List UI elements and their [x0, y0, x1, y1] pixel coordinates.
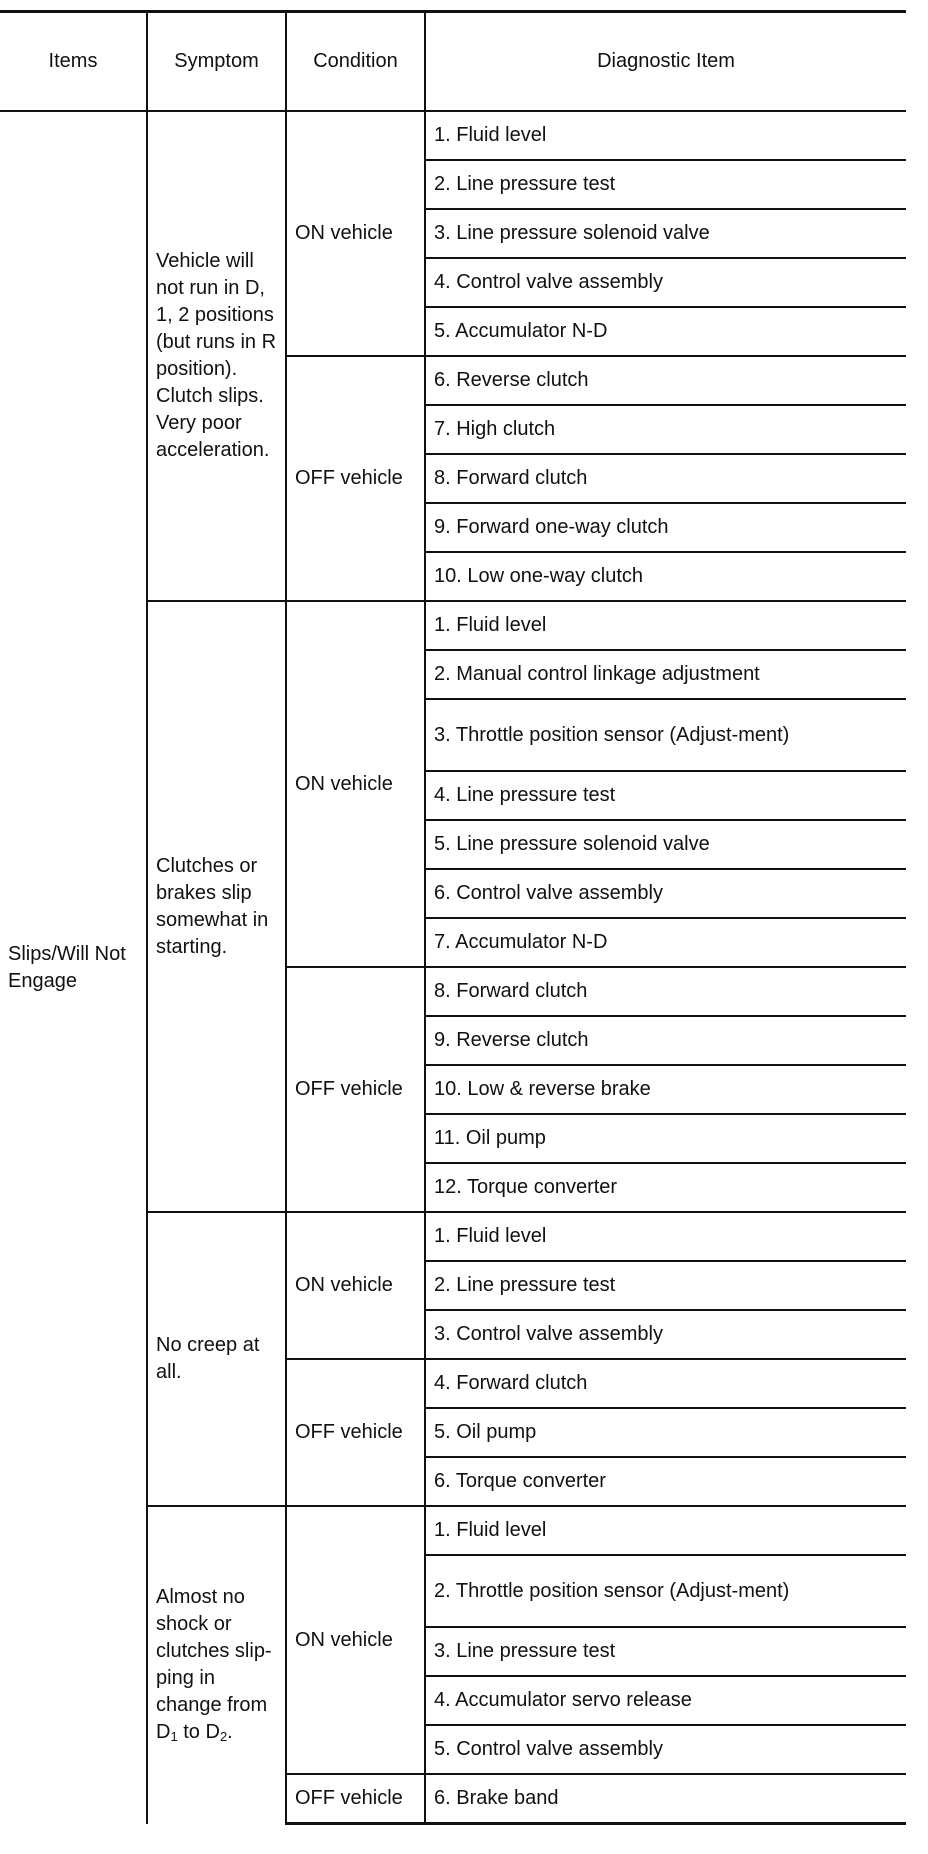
- symptom-cell: [147, 1212, 286, 1506]
- diagnostic-item-cell: 12. Torque converter: [425, 1163, 906, 1212]
- symptom-cell: [147, 111, 286, 601]
- symptom-text: [156, 1584, 277, 1746]
- condition-off-vehicle: OFF vehicle: [286, 967, 425, 1212]
- diagnostic-item-cell: 6. Control valve assembly: [425, 869, 906, 918]
- diagnostic-table: [0, 10, 906, 1825]
- diagnostic-table-container: [0, 10, 906, 1825]
- diagnostic-item-cell: 3. Line pressure test: [425, 1627, 906, 1676]
- diagnostic-item-cell: 2. Line pressure test: [425, 160, 906, 209]
- diagnostic-item-cell: 4. Accumulator servo release: [425, 1676, 906, 1725]
- diagnostic-item-cell: 6. Reverse clutch: [425, 356, 906, 405]
- symptom-subscript: 2: [219, 1729, 228, 1745]
- diagnostic-item-cell: 9. Reverse clutch: [425, 1016, 906, 1065]
- items-cell: Slips/Will Not Engage: [0, 111, 147, 1824]
- diagnostic-item-cell: 7. High clutch: [425, 405, 906, 454]
- condition-off-vehicle: OFF vehicle: [286, 1359, 425, 1506]
- table-body: [0, 111, 906, 1824]
- diagnostic-item-cell: 3. Control valve assembly: [425, 1310, 906, 1359]
- condition-on-vehicle: ON vehicle: [286, 601, 425, 967]
- condition-on-vehicle: ON vehicle: [286, 111, 425, 356]
- diagnostic-item-cell: 8. Forward clutch: [425, 454, 906, 503]
- diagnostic-item-cell: 6. Brake band: [425, 1774, 906, 1824]
- condition-on-vehicle: ON vehicle: [286, 1506, 425, 1774]
- table-row: [0, 111, 906, 160]
- symptom-cell: [147, 601, 286, 1212]
- diagnostic-item-cell: 5. Control valve assembly: [425, 1725, 906, 1774]
- symptom-text-part: Almost no shock or clutches slip-ping in change from D: [156, 1586, 272, 1744]
- header-items: Items: [0, 12, 147, 112]
- diagnostic-item-cell: 2. Manual control linkage adjustment: [425, 650, 906, 699]
- diagnostic-item-cell: 1. Fluid level: [425, 1212, 906, 1261]
- diagnostic-item-cell: 5. Line pressure solenoid valve: [425, 820, 906, 869]
- diagnostic-item-cell: 4. Control valve assembly: [425, 258, 906, 307]
- diagnostic-item-cell: 2. Throttle position sensor (Adjust-ment): [425, 1555, 906, 1627]
- diagnostic-item-cell: 5. Accumulator N-D: [425, 307, 906, 356]
- symptom-text-part: .: [227, 1721, 233, 1744]
- condition-off-vehicle: OFF vehicle: [286, 356, 425, 601]
- symptom-text: Clutches or brakes slip somewhat in starting.: [156, 854, 269, 958]
- diagnostic-item-cell: 1. Fluid level: [425, 601, 906, 650]
- diagnostic-item-cell: 9. Forward one-way clutch: [425, 503, 906, 552]
- diagnostic-item-cell: 4. Line pressure test: [425, 771, 906, 820]
- diagnostic-item-cell: 11. Oil pump: [425, 1114, 906, 1163]
- condition-on-vehicle: ON vehicle: [286, 1212, 425, 1359]
- diagnostic-item-cell: 10. Low & reverse brake: [425, 1065, 906, 1114]
- diagnostic-item-cell: 5. Oil pump: [425, 1408, 906, 1457]
- header-row: [0, 12, 906, 112]
- symptom-text-part: to D: [177, 1721, 220, 1744]
- symptom-text: Vehicle will not run in D, 1, 2 positions (but runs in R position). Clutch slips. Very poor acceleration.: [156, 250, 277, 461]
- diagnostic-item-cell: 3. Throttle position sensor (Adjust-ment): [425, 699, 906, 771]
- diagnostic-item-cell: 2. Line pressure test: [425, 1261, 906, 1310]
- header-symptom: Symptom: [147, 12, 286, 112]
- diagnostic-item-cell: 6. Torque converter: [425, 1457, 906, 1506]
- diagnostic-item-cell: 1. Fluid level: [425, 1506, 906, 1555]
- diagnostic-item-cell: 4. Forward clutch: [425, 1359, 906, 1408]
- symptom-text: No creep at all.: [156, 1334, 260, 1383]
- symptom-subscript: 1: [170, 1729, 178, 1745]
- diagnostic-item-cell: 10. Low one-way clutch: [425, 552, 906, 601]
- header-condition: Condition: [286, 12, 425, 112]
- diagnostic-item-cell: 3. Line pressure solenoid valve: [425, 209, 906, 258]
- diagnostic-item-cell: 8. Forward clutch: [425, 967, 906, 1016]
- symptom-cell: [147, 1506, 286, 1824]
- condition-off-vehicle: OFF vehicle: [286, 1774, 425, 1824]
- header-diagnostic-item: Diagnostic Item: [425, 12, 906, 112]
- diagnostic-item-cell: 7. Accumulator N-D: [425, 918, 906, 967]
- diagnostic-item-cell: 1. Fluid level: [425, 111, 906, 160]
